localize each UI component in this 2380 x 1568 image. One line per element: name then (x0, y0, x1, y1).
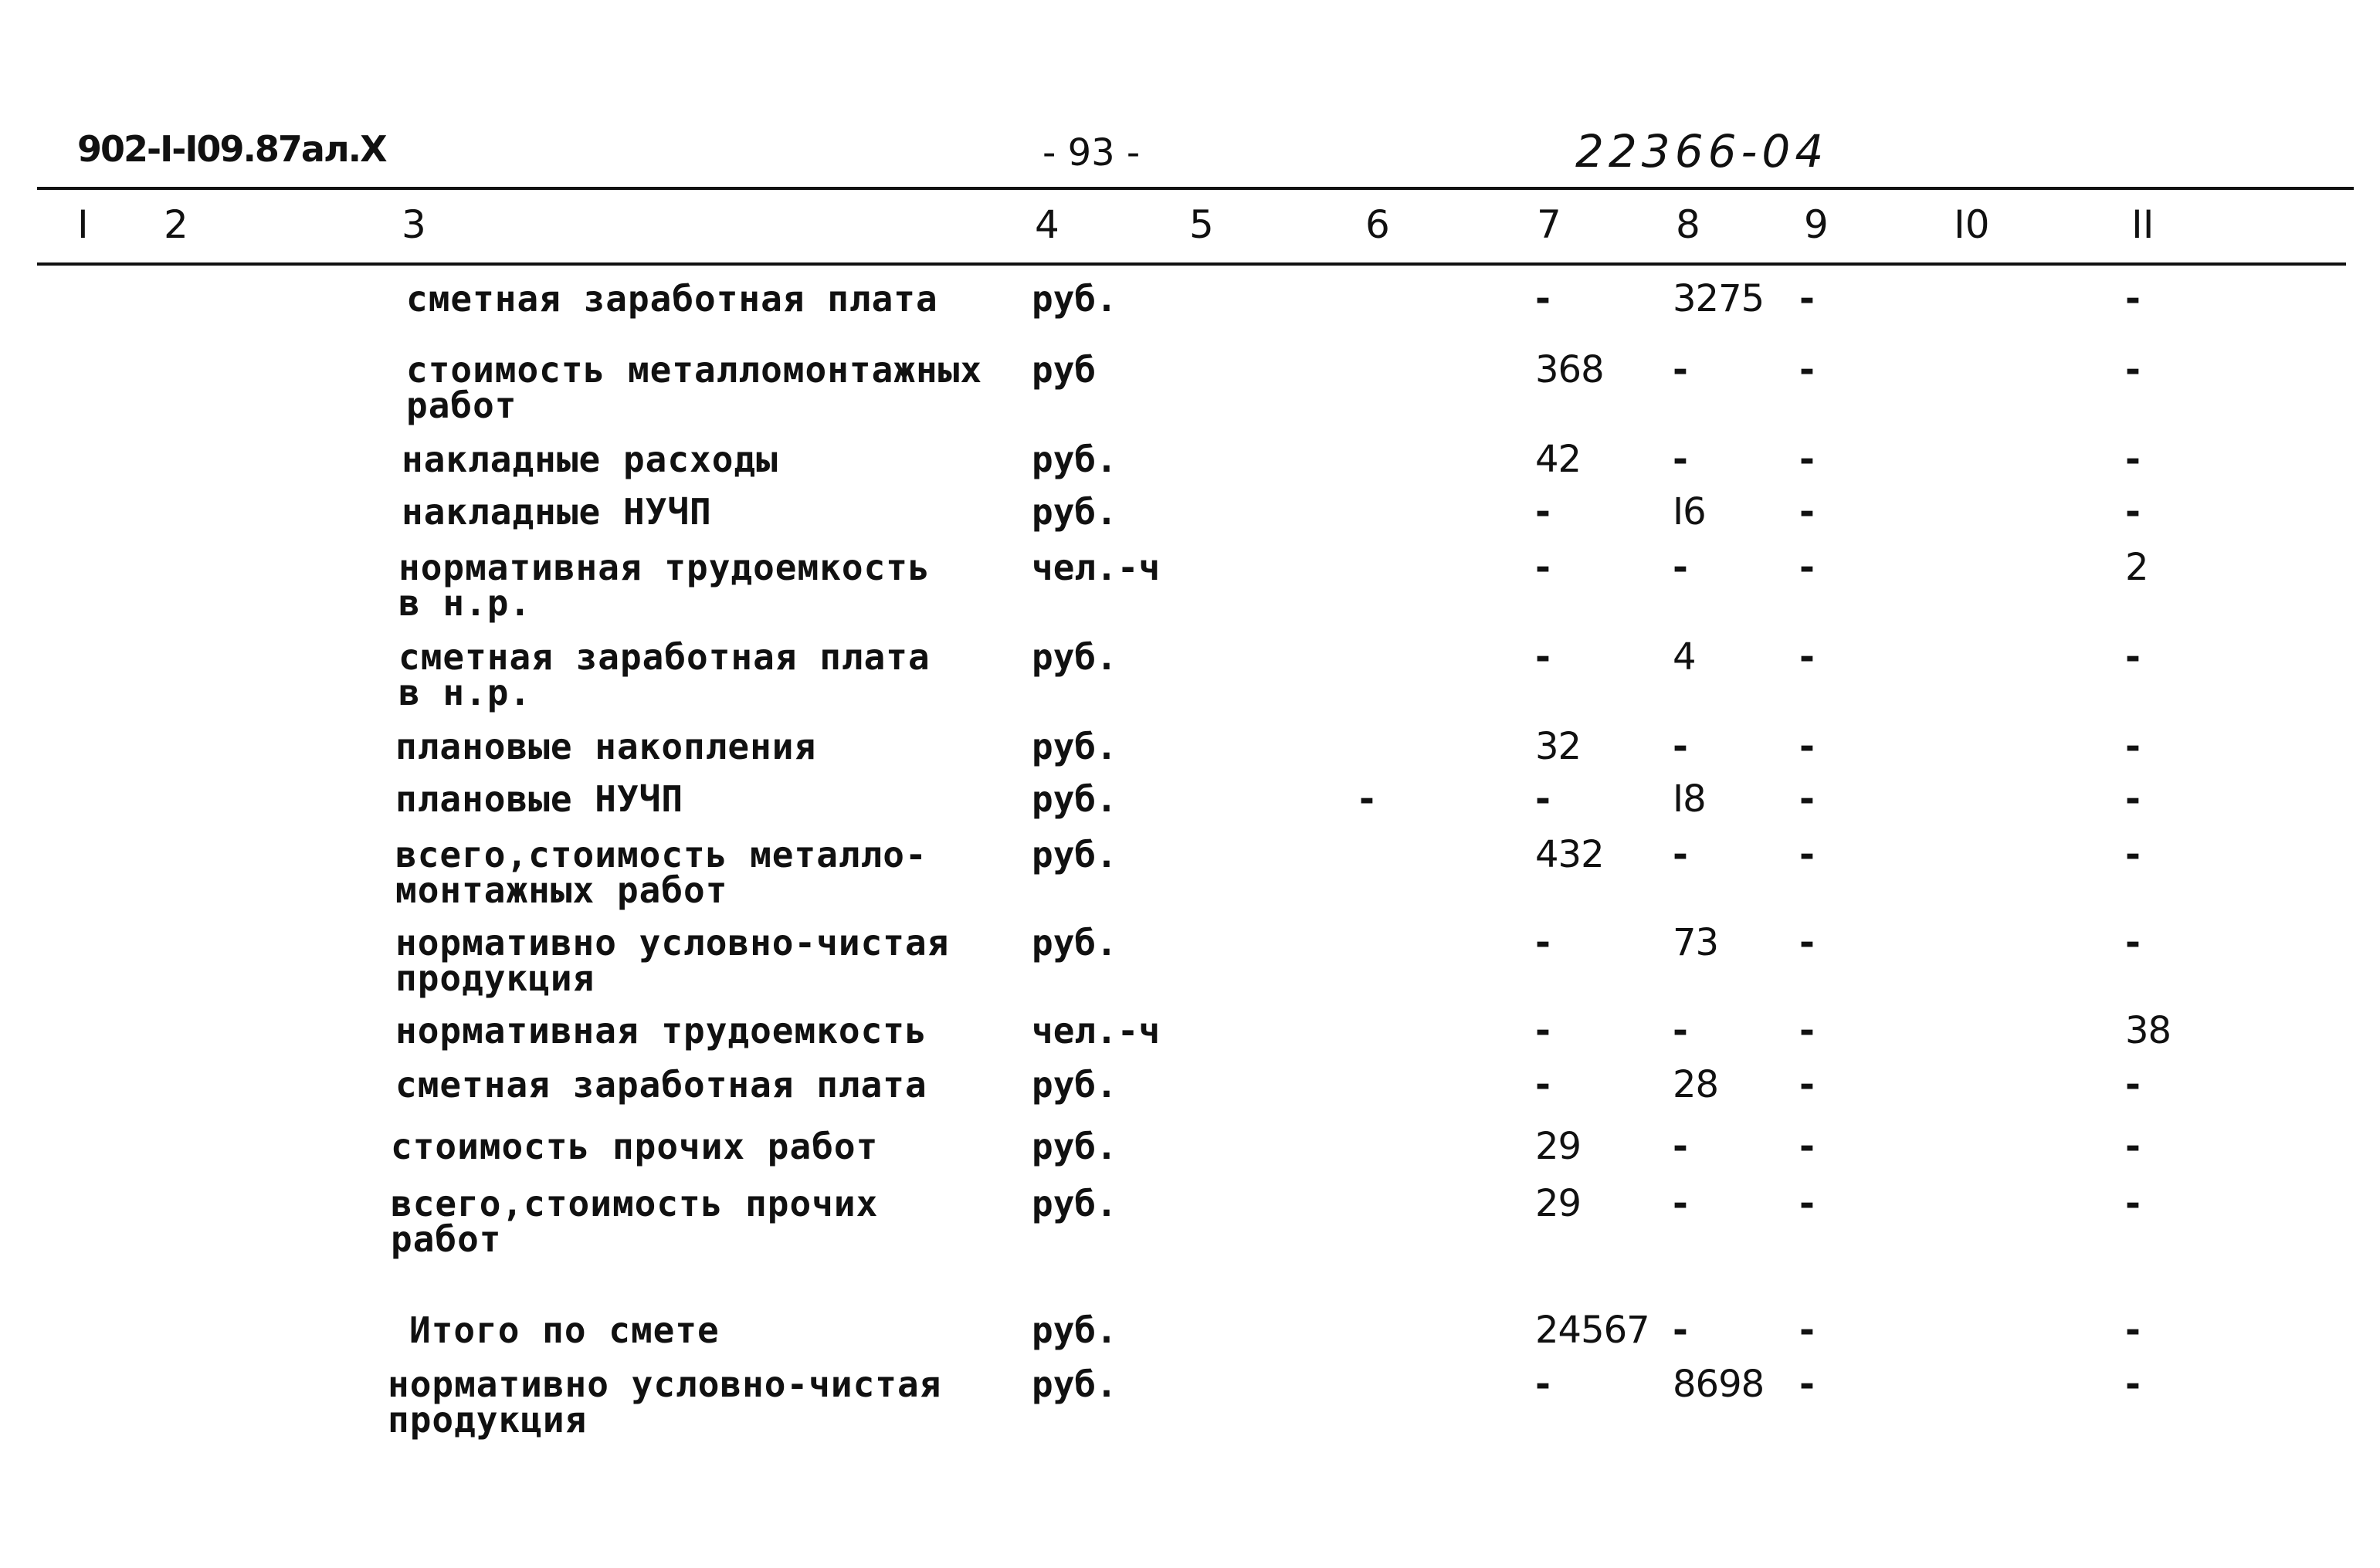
row-unit: руб. (1032, 439, 1117, 480)
row-unit: руб. (1032, 726, 1117, 767)
row-description: стоимость прочих работ (391, 1126, 879, 1167)
row-description: плановые НУЧП (395, 778, 684, 820)
row-description: продукция (388, 1399, 588, 1441)
row-unit: руб. (1032, 1126, 1117, 1167)
row-unit: чел.-ч (1032, 547, 1161, 588)
row-description: сметная заработная плата (406, 278, 938, 320)
row-unit: руб. (1032, 834, 1117, 875)
row-description: монтажных работ (395, 869, 728, 911)
row-col11-value: - (2125, 277, 2141, 320)
row-col7-value: - (1535, 777, 1551, 821)
row-col7-value: - (1535, 921, 1551, 964)
row-description: Итого по смете (409, 1309, 720, 1351)
column-number-5: 5 (1189, 202, 1214, 247)
row-col8-value: - (1673, 348, 1688, 391)
row-description: в н.р. (398, 582, 532, 624)
row-unit: руб. (1032, 1183, 1117, 1224)
row-col7-value: - (1535, 277, 1551, 320)
row-col8-value: I6 (1673, 490, 1706, 533)
column-number-4: 4 (1035, 202, 1059, 247)
row-description: сметная заработная плата (395, 1064, 927, 1106)
row-description: плановые накопления (395, 726, 817, 767)
row-unit: руб. (1032, 778, 1117, 820)
row-description: в н.р. (398, 672, 532, 713)
row-description: работ (391, 1218, 502, 1260)
row-col11-value: - (2125, 833, 2141, 876)
row-col8-value: - (1673, 725, 1688, 768)
row-unit: руб. (1032, 636, 1117, 678)
row-col9-value: - (1799, 1309, 1815, 1352)
row-col9-value: - (1799, 1363, 1815, 1406)
row-description: всего,стоимость прочих (391, 1183, 879, 1224)
row-description: нормативно условно-чистая (395, 922, 950, 963)
row-col9-value: - (1799, 277, 1815, 320)
row-col7-value: - (1535, 635, 1551, 679)
column-number-10: I0 (1954, 202, 1990, 247)
row-col11-value: - (2125, 777, 2141, 821)
row-unit: руб (1032, 349, 1097, 391)
column-number-3: 3 (402, 202, 426, 247)
row-col8-value: - (1673, 1009, 1688, 1052)
row-col11-value: - (2125, 1182, 2141, 1225)
row-col8-value: 73 (1673, 921, 1719, 964)
row-description: продукция (395, 957, 595, 999)
row-col7-value: - (1535, 546, 1551, 589)
row-col7-value: 42 (1535, 438, 1582, 481)
row-col7-value: 432 (1535, 833, 1604, 876)
row-col7-value: - (1535, 1363, 1551, 1406)
column-number-11: II (2131, 202, 2155, 247)
column-number-9: 9 (1804, 202, 1829, 247)
row-col11-value: - (2125, 921, 2141, 964)
row-unit: руб. (1032, 1064, 1117, 1106)
row-col8-value: - (1673, 1182, 1688, 1225)
row-col9-value: - (1799, 490, 1815, 533)
row-description: сметная заработная плата (398, 636, 931, 678)
table-top-rule (37, 187, 2354, 190)
row-col7-value: 29 (1535, 1125, 1582, 1168)
row-col8-value: - (1673, 1309, 1688, 1352)
row-col7-value: 29 (1535, 1182, 1582, 1225)
row-col7-value: - (1535, 1009, 1551, 1052)
row-description: нормативная трудоемкость (398, 547, 931, 588)
row-col9-value: - (1799, 777, 1815, 821)
row-col8-value: - (1673, 546, 1688, 589)
row-col9-value: - (1799, 348, 1815, 391)
row-col11-value: - (2125, 635, 2141, 679)
row-unit: руб. (1032, 278, 1117, 320)
row-col7-value: 24567 (1535, 1309, 1649, 1352)
row-col7-value: - (1535, 1063, 1551, 1106)
row-col8-value: - (1673, 1125, 1688, 1168)
row-unit: руб. (1032, 1363, 1117, 1405)
row-col7-value: - (1535, 490, 1551, 533)
row-col7-value: 32 (1535, 725, 1582, 768)
row-description: всего,стоимость металло- (395, 834, 927, 875)
row-description: нормативно условно-чистая (388, 1363, 942, 1405)
row-unit: руб. (1032, 922, 1117, 963)
row-description: нормативная трудоемкость (395, 1010, 927, 1052)
column-number-7: 7 (1537, 202, 1561, 247)
row-description: накладные НУЧП (402, 491, 712, 533)
row-description: работ (406, 384, 517, 426)
row-col8-value: 4 (1673, 635, 1696, 679)
row-unit: руб. (1032, 491, 1117, 533)
row-unit: чел.-ч (1032, 1010, 1161, 1052)
row-col11-value: 2 (2125, 546, 2148, 589)
document-number: 22366-04 (1575, 125, 1829, 178)
row-description: накладные расходы (402, 439, 778, 480)
row-col11-value: 38 (2125, 1009, 2171, 1052)
column-number-8: 8 (1676, 202, 1700, 247)
row-unit: руб. (1032, 1309, 1117, 1351)
row-col6-value: - (1359, 777, 1375, 821)
row-col9-value: - (1799, 725, 1815, 768)
row-col11-value: - (2125, 1063, 2141, 1106)
row-col9-value: - (1799, 1009, 1815, 1052)
row-col9-value: - (1799, 546, 1815, 589)
row-col8-value: - (1673, 833, 1688, 876)
document-code: 902-I-I09.87ал.X (77, 128, 386, 170)
row-col8-value: I8 (1673, 777, 1706, 821)
row-col9-value: - (1799, 833, 1815, 876)
row-col11-value: - (2125, 1309, 2141, 1352)
row-col11-value: - (2125, 1125, 2141, 1168)
column-number-6: 6 (1365, 202, 1390, 247)
row-col9-value: - (1799, 635, 1815, 679)
row-col8-value: - (1673, 438, 1688, 481)
row-col9-value: - (1799, 921, 1815, 964)
column-number-2: 2 (164, 202, 188, 247)
row-col11-value: - (2125, 438, 2141, 481)
row-col11-value: - (2125, 1363, 2141, 1406)
column-number-1: I (77, 202, 89, 247)
row-col7-value: 368 (1535, 348, 1604, 391)
row-col8-value: 3275 (1673, 277, 1765, 320)
row-col8-value: 28 (1673, 1063, 1719, 1106)
row-col9-value: - (1799, 438, 1815, 481)
page-number: - 93 - (1043, 131, 1141, 174)
row-col11-value: - (2125, 348, 2141, 391)
row-col8-value: 8698 (1673, 1363, 1765, 1406)
row-description: стоимость металломонтажных (406, 349, 983, 391)
row-col9-value: - (1799, 1125, 1815, 1168)
row-col9-value: - (1799, 1182, 1815, 1225)
row-col9-value: - (1799, 1063, 1815, 1106)
row-col11-value: - (2125, 490, 2141, 533)
row-col11-value: - (2125, 725, 2141, 768)
table-header-rule (37, 262, 2346, 266)
